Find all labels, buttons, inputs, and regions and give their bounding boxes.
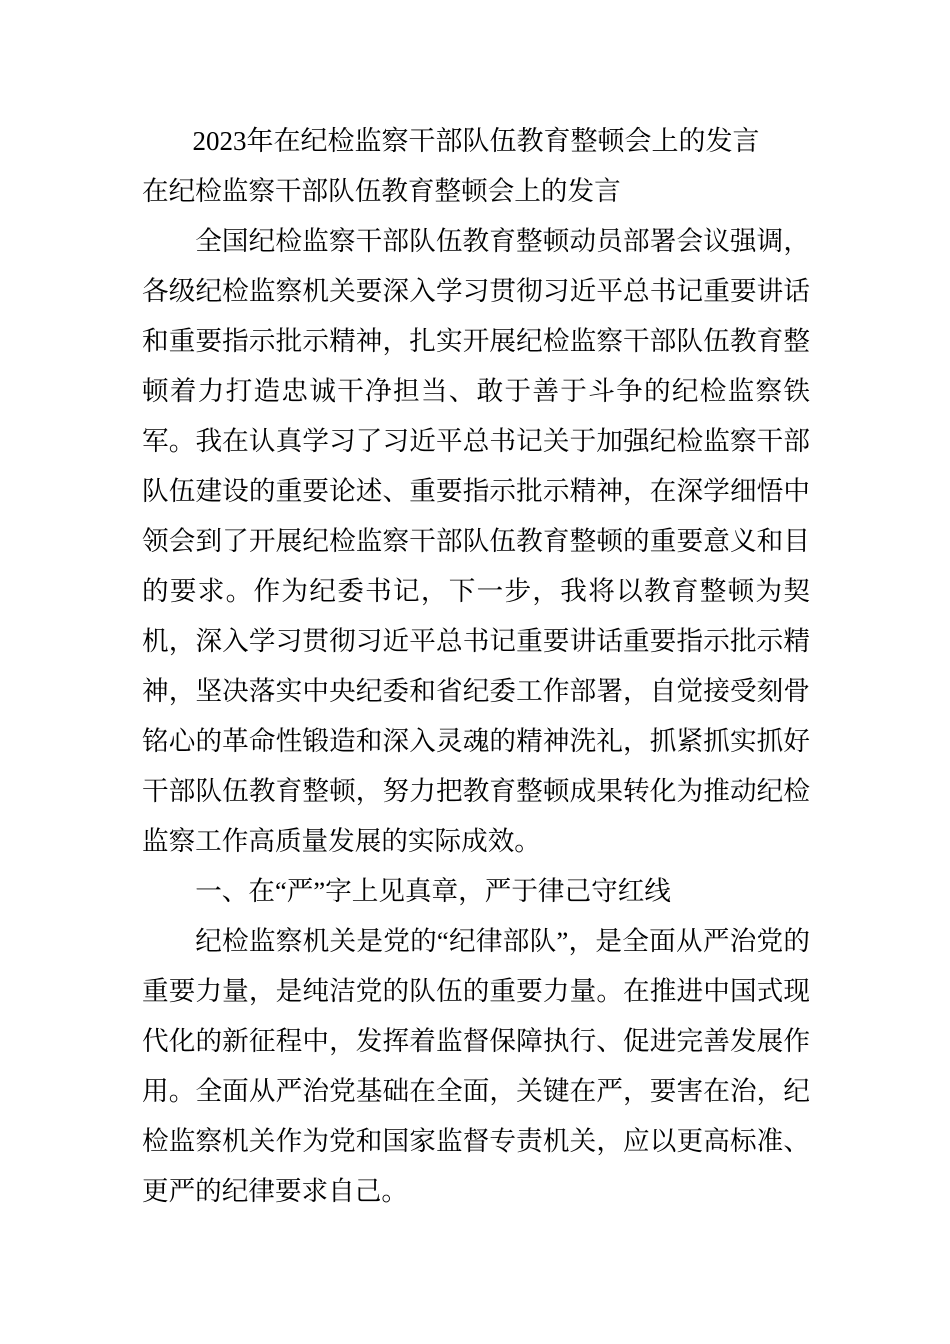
- document-subtitle: 在纪检监察干部队伍教育整顿会上的发言: [142, 176, 621, 206]
- body-paragraph-2: 纪检监察机关是党的“纪律部队”，是全面从严治党的重要力量，是纯洁党的队伍的重要力量。在推进中国式现代化的新征程中，发挥着监督保障执行、促进完善发展作用。全面从严治党基础在全面，关键在严，要害在治，纪检监察机关作为党和国家监督专责机关，应以更高标准、更严的纪律要求自己。: [142, 926, 810, 1206]
- section-heading-1: 一、在“严”字上见真章，严于律己守红线: [195, 876, 671, 906]
- document-title: 2023年在纪检监察干部队伍教育整顿会上的发言: [192, 126, 760, 156]
- body-paragraph-1: 全国纪检监察干部队伍教育整顿动员部署会议强调，各级纪检监察机关要深入学习贯彻习近平总书记重要讲话和重要指示批示精神，扎实开展纪检监察干部队伍教育整顿着力打造忠诚干净担当、敢于善于斗争的纪检监察铁军。我在认真学习了习近平总书记关于加强纪检监察干部队伍建设的重要论述、重要指示批示精神，在深学细悟中领会到了开展纪检监察干部队伍教育整顿的重要意义和目的要求。作为纪委书记，下一步，我将以教育整顿为契机，深入学习贯彻习近平总书记重要讲话重要指示批示精神，坚决落实中央纪委和省纪委工作部署，自觉接受刻骨铭心的革命性锻造和深入灵魂的精神洗礼，抓紧抓实抓好干部队伍教育整顿，努力把教育整顿成果转化为推动纪检监察工作高质量发展的实际成效。: [142, 226, 810, 856]
- document-content: [142, 116, 810, 1216]
